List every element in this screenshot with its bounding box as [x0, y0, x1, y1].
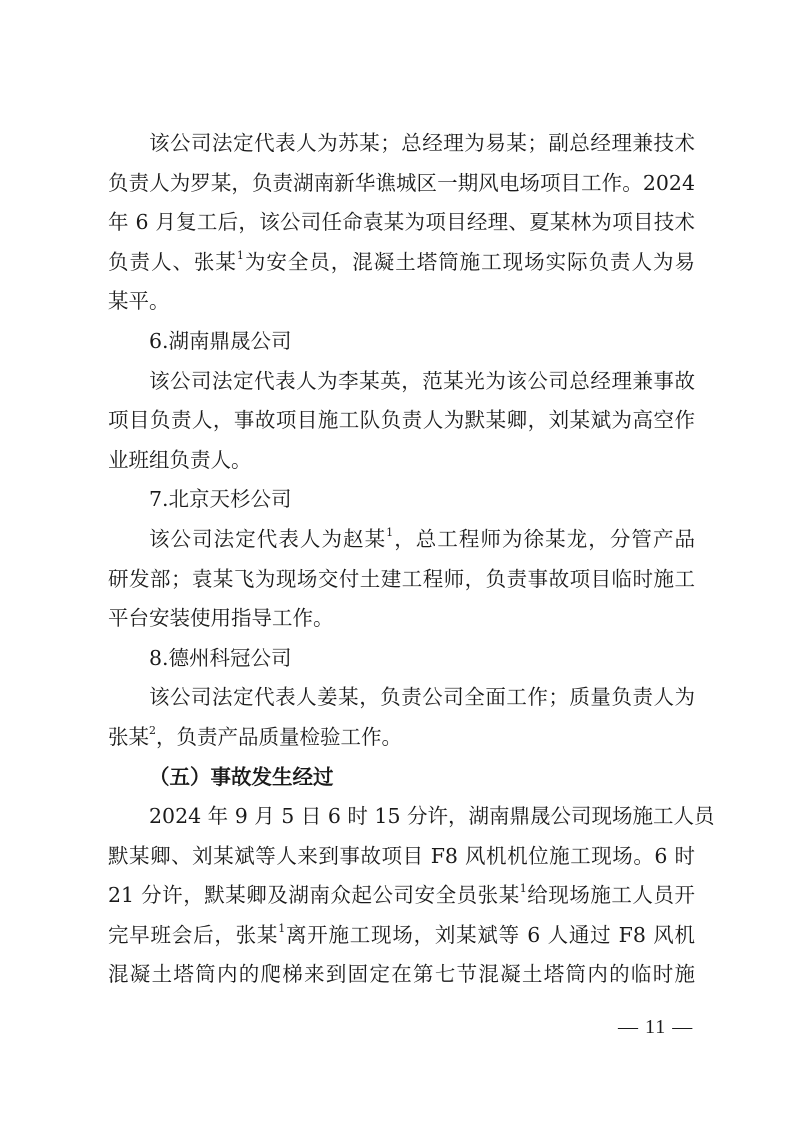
superscript: 1: [386, 526, 394, 540]
text-line: 该公司法定代表人为李某英，范某光为该公司总经理兼事故: [149, 368, 695, 393]
page-number: — 11 —: [618, 1016, 694, 1038]
text-line: 2024 年 9 月 5 日 6 时 15 分许，湖南鼎晟公司现场施工人员: [149, 804, 715, 829]
text-line: 某平。: [108, 289, 170, 314]
text-line: 该公司法定代表人为苏某；总经理为易某；副总经理兼技术: [149, 131, 695, 155]
text-line: 平台安装使用指导工作。: [108, 606, 334, 631]
text-line: 默某卿、刘某斌等人来到事故项目 F8 风机机位施工现场。6 时: [108, 843, 695, 868]
text-line: 研发部；袁某飞为现场交付土建工程师，负责事故项目临时施工: [108, 566, 695, 591]
text-line: 负责人、张某$^1$为安全员，混凝土塔筒施工现场实际负责人为易: [108, 248, 696, 274]
superscript: 1: [236, 248, 244, 262]
section-heading: 7.北京天杉公司: [149, 487, 292, 512]
text-line: 业班组负责人。: [108, 447, 252, 472]
text-line: 项目负责人，事故项目施工队负责人为默某卿，刘某斌为高空作: [108, 408, 695, 433]
superscript: 1: [519, 882, 527, 896]
text-line: 年 6 月复工后，该公司任命袁某为项目经理、夏某林为项目技术: [108, 210, 695, 235]
text-line: 混凝土塔筒内的爬梯来到固定在第七节混凝土塔筒内的临时施: [108, 962, 695, 987]
section-heading: 6.湖南鼎晟公司: [149, 328, 292, 353]
section-heading: （五）事故发生经过: [149, 764, 334, 789]
text-line: 张某$^2$，负责产品质量检验工作。: [108, 724, 402, 749]
document-page: [108, 124, 715, 995]
text-line: 该公司法定代表人姜某，负责公司全面工作；质量负责人为: [149, 685, 695, 710]
section-heading: 8.德州科冠公司: [149, 645, 292, 670]
superscript: 1: [278, 922, 286, 936]
text-line: 完早班会后，张某$^1$离开施工现场，刘某斌等 6 人通过 F8 风机: [108, 922, 696, 947]
text-line: 该公司法定代表人为赵某$^1$，总工程师为徐某龙，分管产品: [149, 526, 696, 551]
superscript: 2: [149, 724, 156, 738]
text-line: 21 分许，默某卿及湖南众起公司安全员张某$^1$给现场施工人员开: [108, 882, 695, 908]
text-line: 负责人为罗某，负责湖南新华谯城区一期风电场项目工作。2024: [108, 170, 695, 195]
